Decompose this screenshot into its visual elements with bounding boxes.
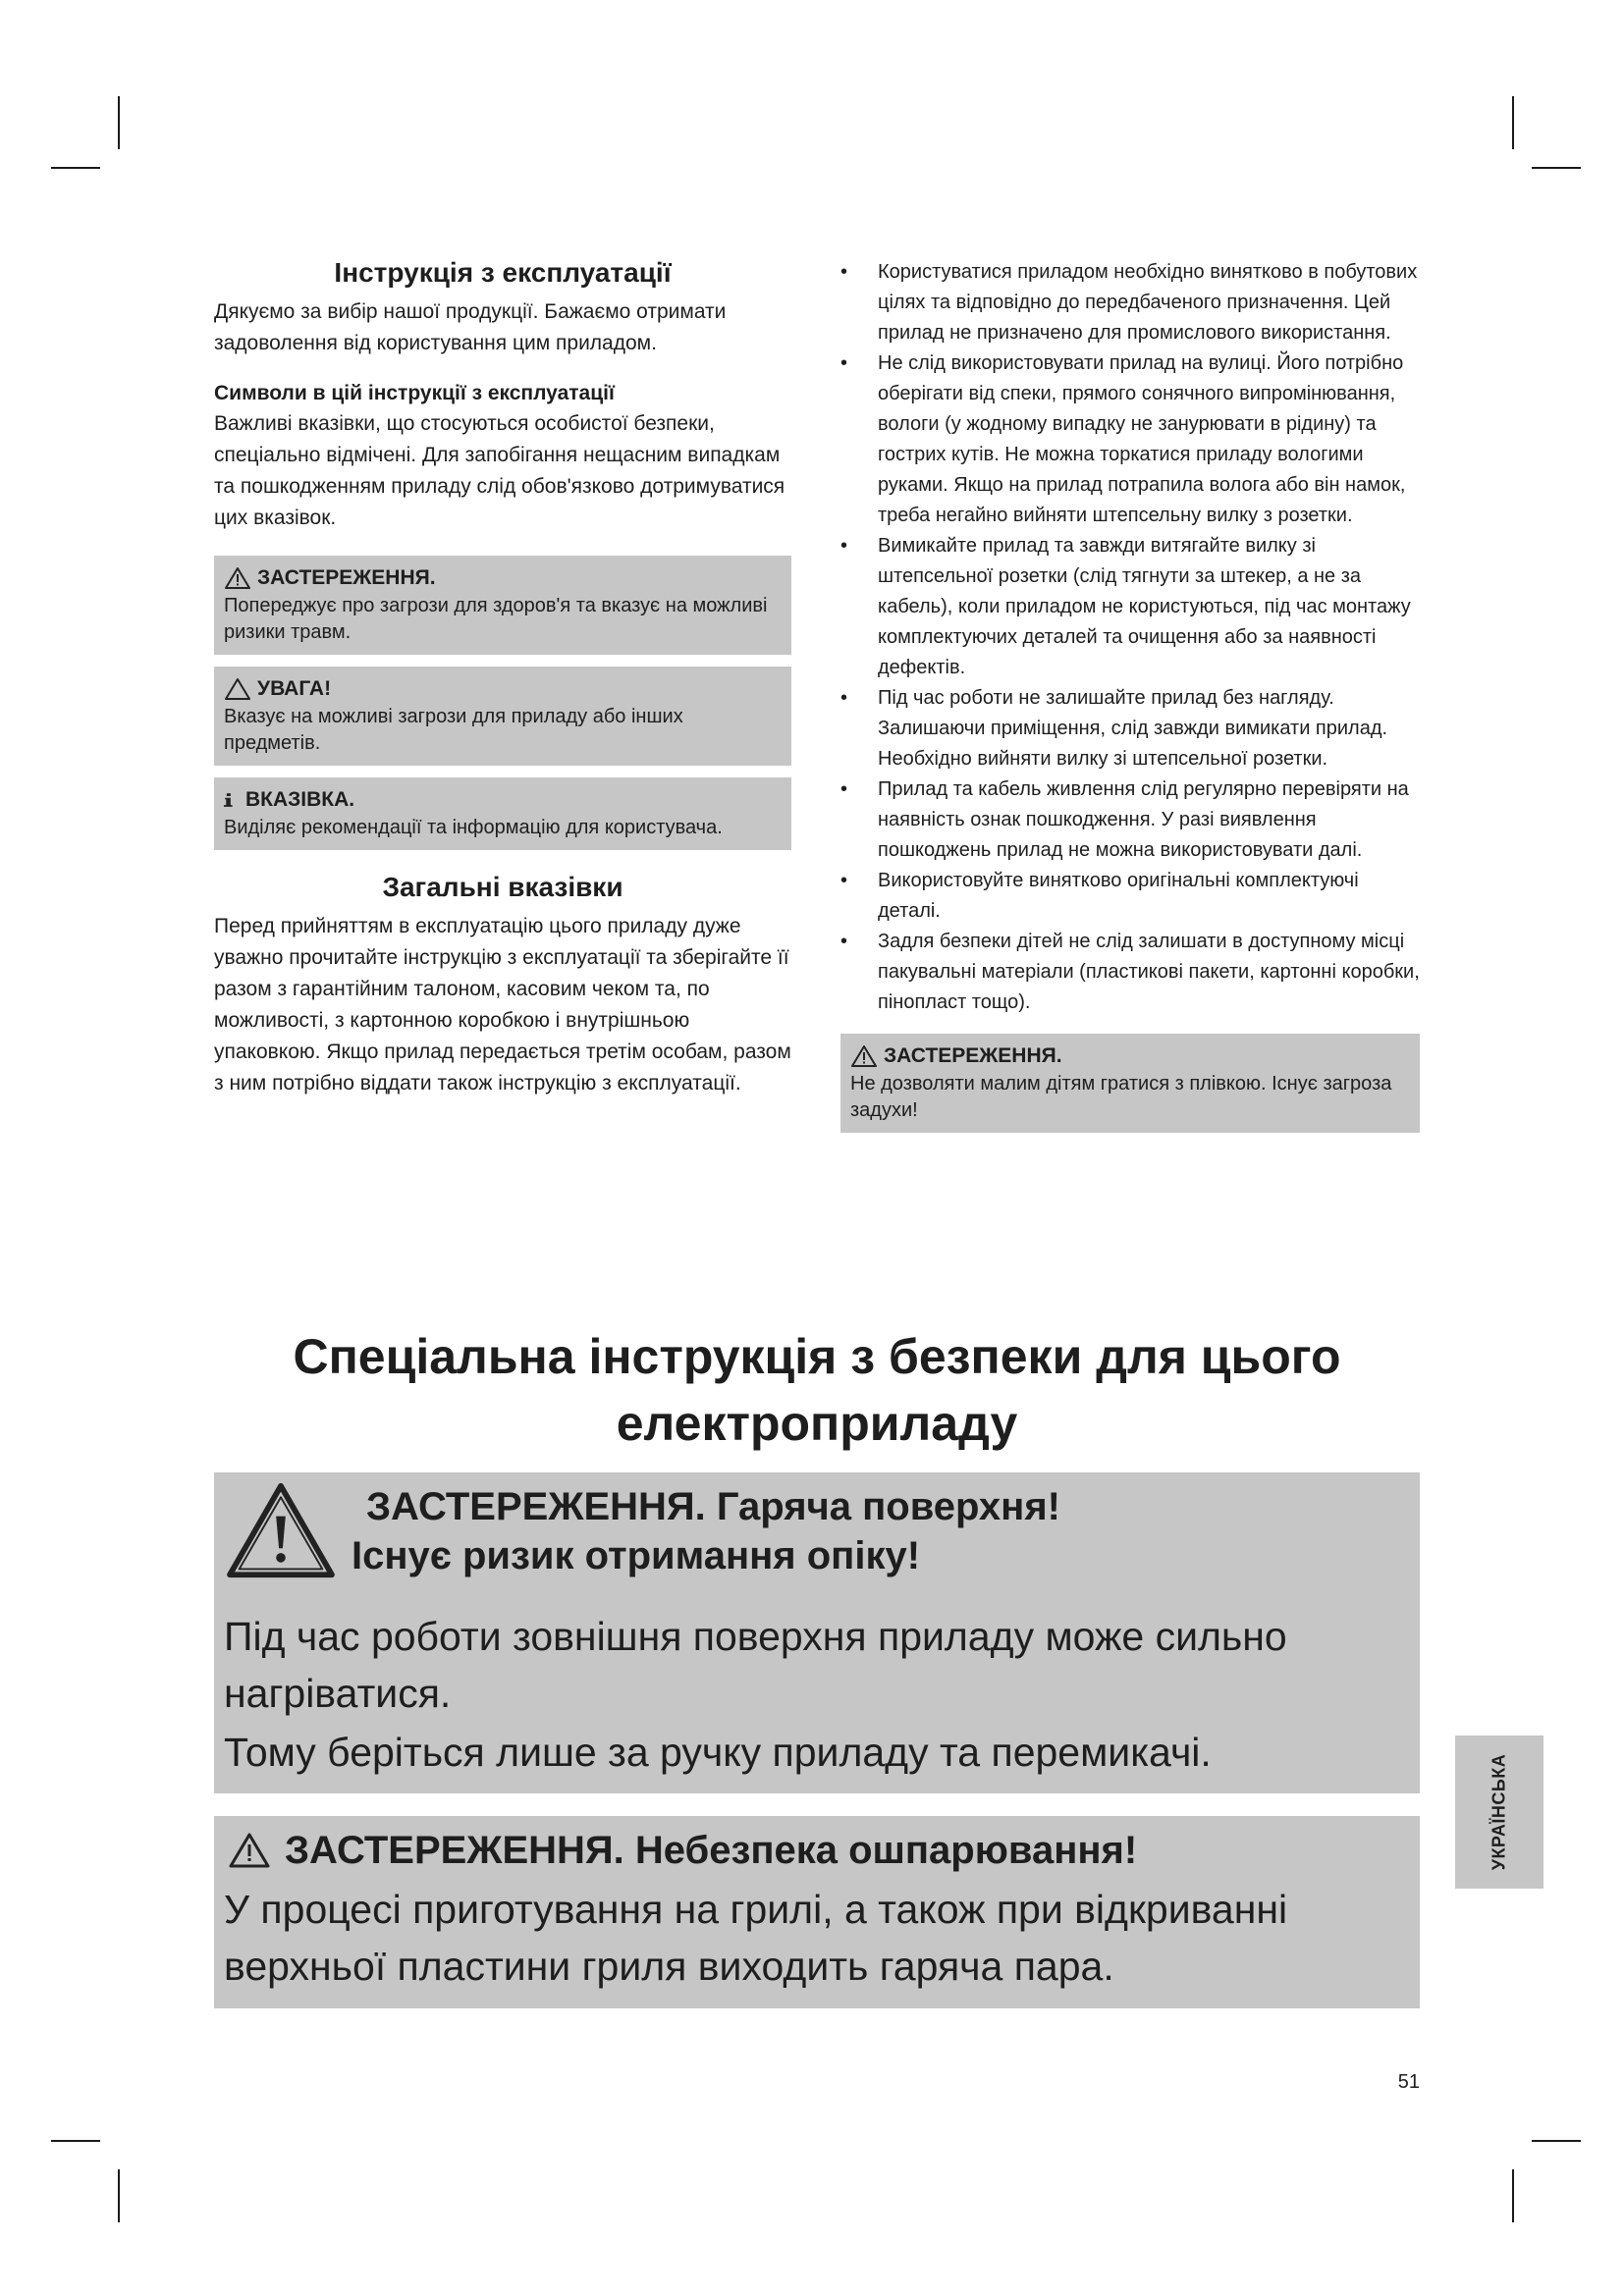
warning-triangle-icon <box>850 1044 878 1068</box>
hot-surface-warning-box <box>214 1472 1420 1793</box>
hot-surface-title-line2: Існує ризик отримання опіку! <box>352 1534 921 1577</box>
steam-warning-text: У процесі приготування на грилі, а також при відкриванні верхньої пластини гриля виходить гаряча пара. <box>224 1887 1288 1989</box>
list-item: • Не слід використовувати прилад на вулиці. Його потрібно оберігати від спеки, прямого сонячного випромінювання, вологи (у жодному випадку не занурювати в рідину) та гострих кутів. Не можна торкатися приладу вологими руками. Якщо на прилад потрапила волога або він намок, треба негайно вийняти штепсельну вилку з розетки. <box>840 348 1420 531</box>
page-number: 51 <box>1397 2071 1420 2093</box>
note-box-title: ВКАЗІВКА. <box>245 788 355 811</box>
crop-mark <box>51 2140 100 2142</box>
warning-triangle-icon <box>228 1832 271 1869</box>
warning-box-title: ЗАСТЕРЕЖЕННЯ. <box>257 566 436 589</box>
list-item: • Вимикайте прилад та завжди витягайте вилку зі штепсельної розетки (слід тягнути за штекер, а не за кабель), коли приладом не користуються, під час монтажу комплектуючих деталей та очищення або за наявності дефектів. <box>840 531 1420 683</box>
caution-box-title: УВАГА! <box>257 677 332 700</box>
symbols-text: Важливі вказівки, що стосуються особистої безпеки, спеціально відмічені. Для запобігання нещасним випадкам та пошкодженням приладу слід обов'язково дотримуватися цих вказівок. <box>214 412 785 529</box>
crop-mark <box>1512 2169 1514 2222</box>
hot-surface-title-line1: ЗАСТЕРЕЖЕННЯ. Гаряча поверхня! <box>366 1485 1060 1528</box>
general-heading: Загальні вказівки <box>382 872 623 902</box>
suffocation-warning-box <box>840 1034 1420 1133</box>
crop-mark <box>118 2169 120 2222</box>
note-box-text: Виділяє рекомендації та інформацію для користувача. <box>224 817 723 838</box>
manual-title: Інструкція з експлуатації <box>334 257 672 288</box>
language-tab <box>1455 1735 1543 1889</box>
warning-triangle-icon <box>224 566 251 590</box>
list-item: • Задля безпеки дітей не слід залишати в доступному місці пакувальні матеріали (пластикові пакети, картонні коробки, пінопласт тощо). <box>840 927 1420 1018</box>
list-item: • Прилад та кабель живлення слід регулярно перевіряти на наявність ознак пошкодження. У разі виявлення пошкоджень прилад не можна використовувати далі. <box>840 774 1420 866</box>
crop-mark <box>1532 167 1581 169</box>
large-warning-triangle-icon <box>224 1480 338 1580</box>
symbols-heading: Символи в цій інструкції з експлуатації <box>214 382 615 404</box>
list-item: • Користуватися приладом необхідно винятково в побутових цілях та відповідно до передбаченого призначення. Цей прилад не призначено для промислового використання. <box>840 257 1420 348</box>
caution-box-text: Вказує на можливі загрози для приладу або інших предметів. <box>224 706 683 754</box>
left-column <box>214 257 791 1099</box>
language-tab-label: УКРАЇНСЬКА <box>1489 1753 1509 1871</box>
crop-mark <box>1512 96 1514 149</box>
suffocation-warning-text: Не дозволяти малим дітям гратися з плівкою. Існує загроза задухи! <box>850 1073 1392 1121</box>
right-column <box>840 257 1420 1133</box>
crop-mark <box>118 96 120 149</box>
suffocation-warning-title: ЗАСТЕРЕЖЕННЯ. <box>884 1044 1062 1067</box>
note-box <box>214 777 791 850</box>
special-safety-title-line1: Спеціальна інструкція з безпеки для цього <box>293 1329 1341 1384</box>
special-safety-title <box>214 1323 1420 1457</box>
caution-triangle-icon <box>224 677 251 701</box>
crop-mark <box>1532 2140 1581 2142</box>
safety-bullet-list <box>840 257 1420 1018</box>
general-text: Перед прийняттям в експлуатацію цього приладу дуже уважно прочитайте інструкцію з експлуатації та зберігайте її разом з гарантійним талоном, касовим чеком та, по можливості, з картонною коробкою і внутрішньою упаковкою. Якщо прилад передається третім особам, разом з ним потрібно віддати також інструкцію з експлуатації. <box>214 915 791 1095</box>
steam-warning-title: ЗАСТЕРЕЖЕННЯ. Небезпека ошпарювання! <box>285 1829 1138 1872</box>
intro-text: Дякуємо за вибір нашої продукції. Бажаємо отримати задоволення від користування цим приладом. <box>214 300 727 354</box>
hot-surface-handle-text: Тому беріться лише за ручку приладу та перемикачі. <box>224 1730 1212 1775</box>
caution-box <box>214 667 791 766</box>
crop-mark <box>51 167 100 169</box>
special-safety-title-line2: електроприладу <box>616 1396 1018 1451</box>
steam-warning-box <box>214 1816 1420 2008</box>
list-item: • Під час роботи не залишайте прилад без нагляду. Залишаючи приміщення, слід завжди вимикати прилад. Необхідно вийняти вилку зі штепсельної розетки. <box>840 683 1420 774</box>
hot-surface-text: Під час роботи зовнішня поверхня приладу може сильно нагріватися. <box>224 1614 1287 1716</box>
info-icon <box>224 788 240 812</box>
warning-box-text: Попереджує про загрози для здоров'я та вказує на можливі ризики травм. <box>224 595 768 643</box>
warning-box <box>214 556 791 655</box>
list-item: • Використовуйте винятково оригінальні комплектуючі деталі. <box>840 866 1420 927</box>
